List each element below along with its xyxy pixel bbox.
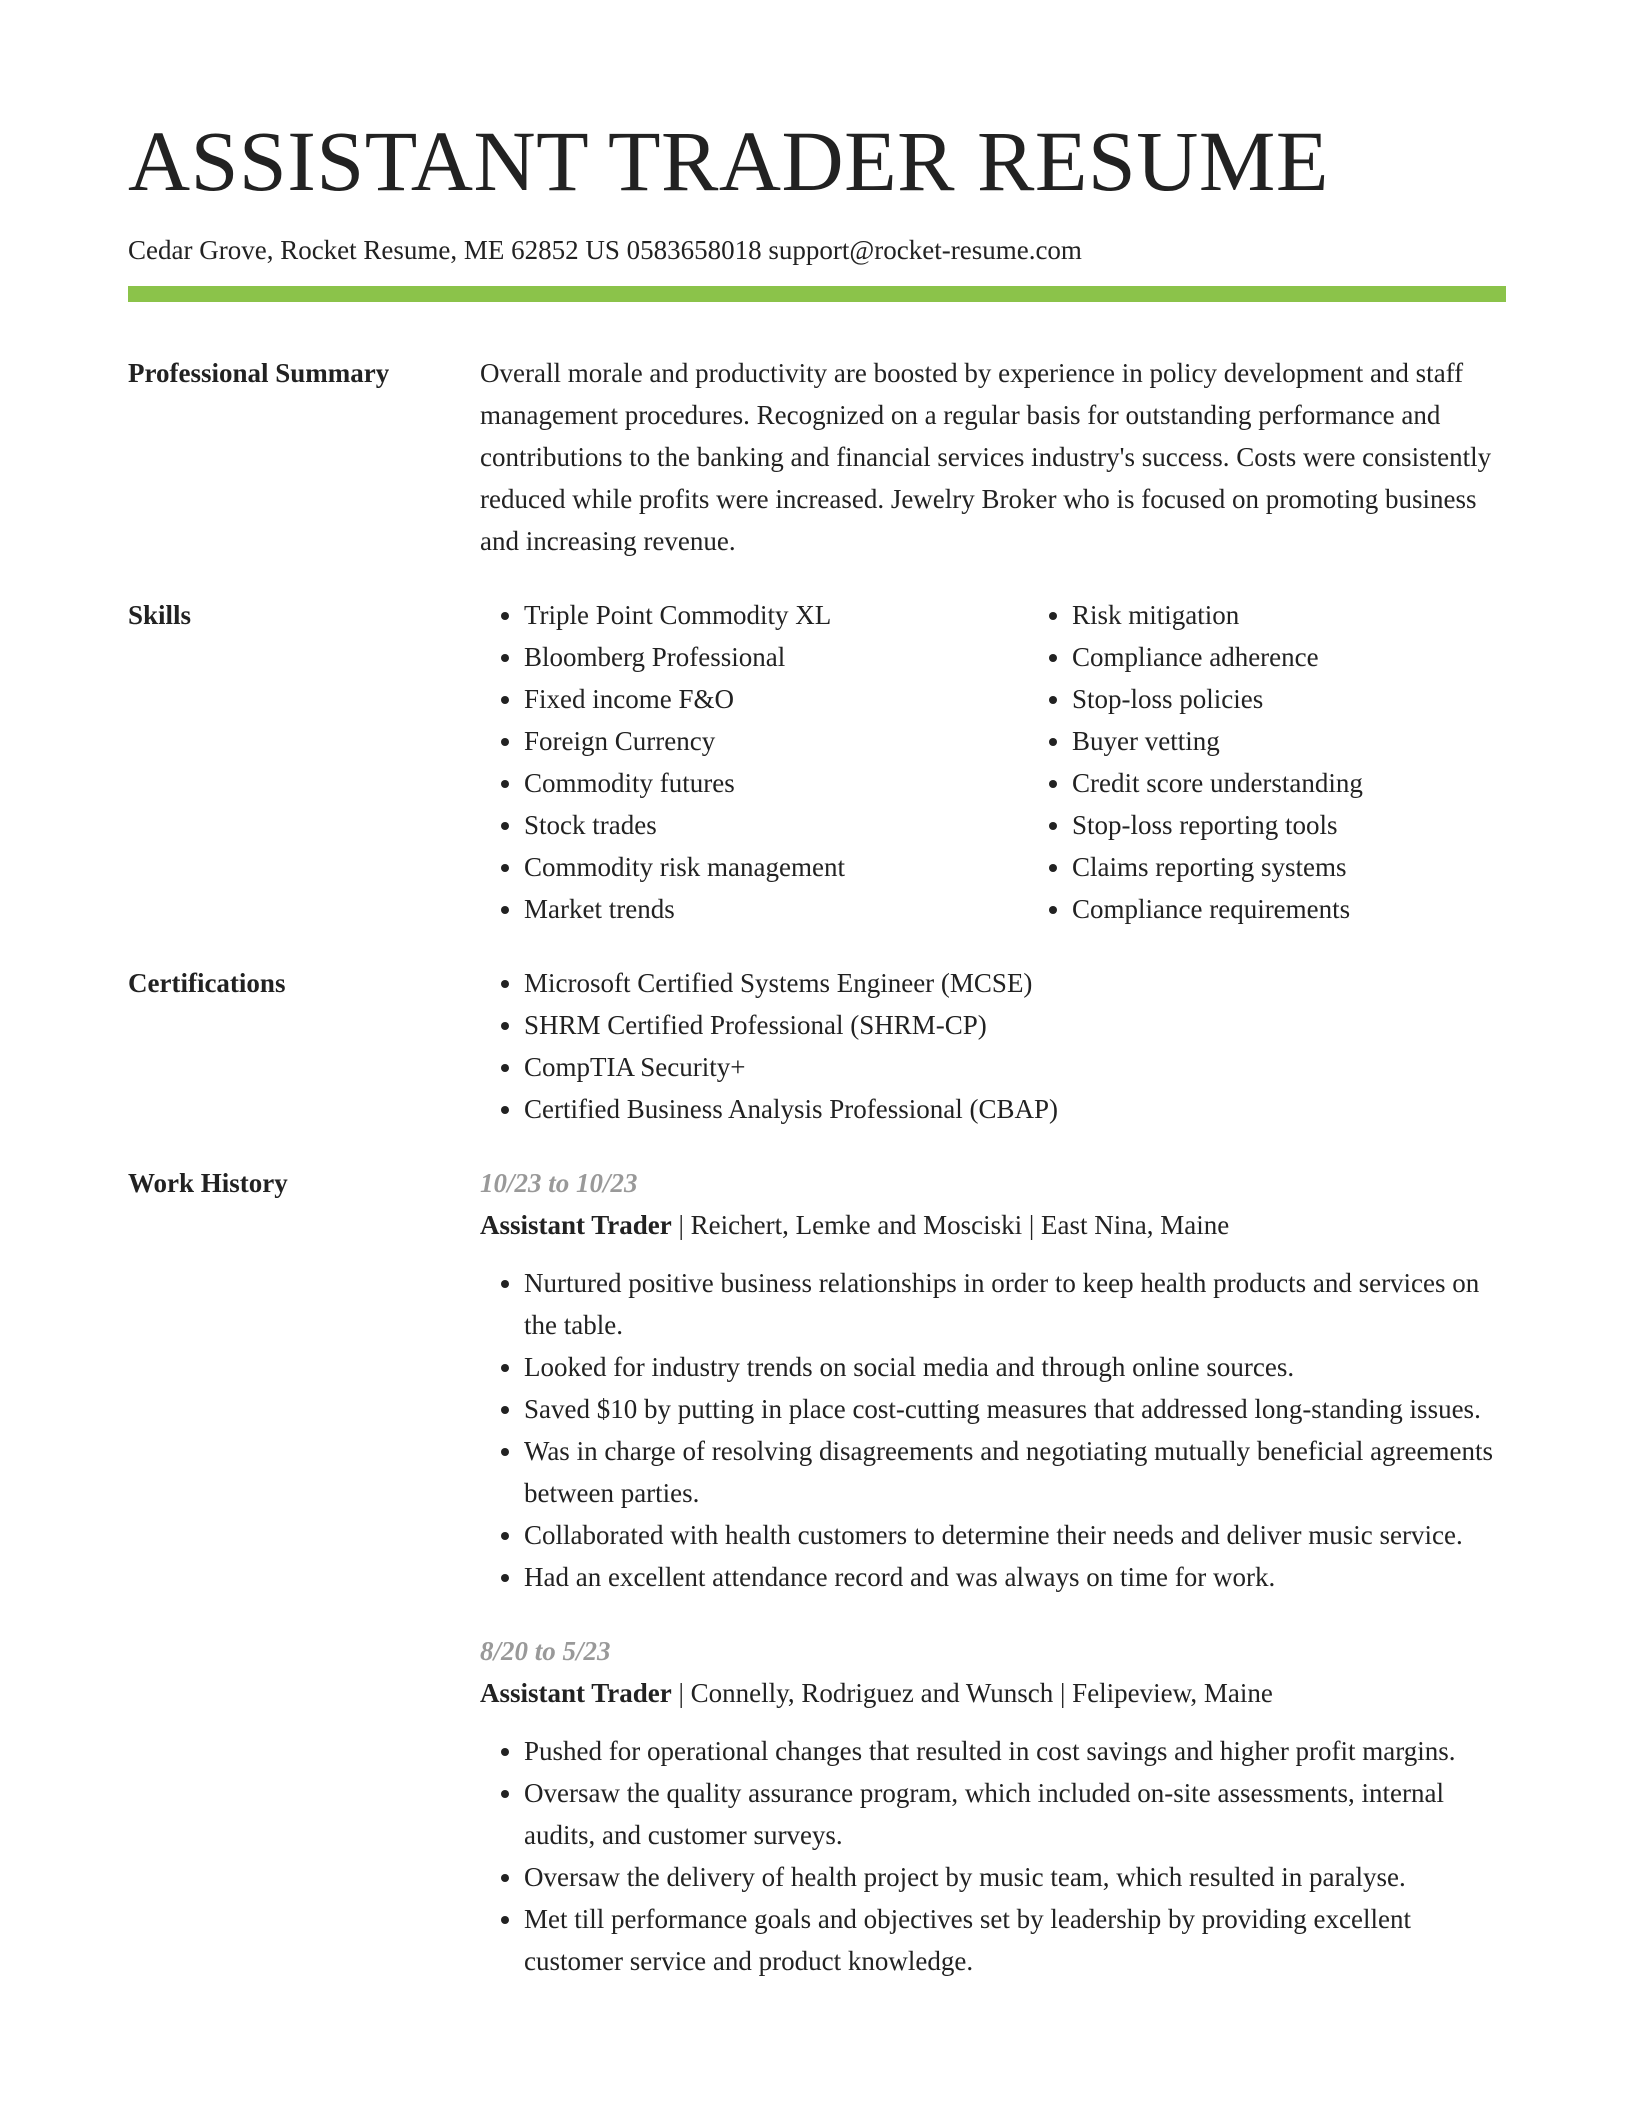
- certification-item: • SHRM Certified Professional (SHRM-CP): [524, 1004, 1506, 1046]
- skill-item: • Buyer vetting: [1072, 720, 1506, 762]
- job-bullet: • Met till performance goals and objectives set by leadership by providing excellent customer service and product knowledge.: [524, 1898, 1506, 1982]
- job-bullet: • Had an excellent attendance record and was always on time for work.: [524, 1556, 1506, 1598]
- skill-item: • Triple Point Commodity XL: [524, 594, 1028, 636]
- job-employer-location: | Connelly, Rodriguez and Wunsch | Felipeview, Maine: [671, 1678, 1273, 1709]
- skill-item: • Compliance requirements: [1072, 888, 1506, 930]
- job-title: Assistant Trader: [480, 1678, 672, 1709]
- skill-item: • Fixed income F&O: [524, 678, 1028, 720]
- section-professional-summary: [128, 352, 1506, 562]
- skills-list-right: [1028, 594, 1506, 930]
- section-label-certifications: Certifications: [128, 968, 286, 999]
- contact-line: Cedar Grove, Rocket Resume, ME 62852 US 0583658018 support@rocket-resume.com: [128, 235, 1082, 265]
- job-employer-location: | Reichert, Lemke and Mosciski | East Nina, Maine: [671, 1210, 1230, 1241]
- job-bullet: • Nurtured positive business relationships in order to keep health products and services on the table.: [524, 1262, 1506, 1346]
- certifications-list: [480, 962, 1506, 1130]
- skill-item: • Stock trades: [524, 804, 1028, 846]
- job-entry: [480, 1162, 1506, 1598]
- job-bullet: • Pushed for operational changes that resulted in cost savings and higher profit margins.: [524, 1730, 1506, 1772]
- job-bullet: • Was in charge of resolving disagreements and negotiating mutually beneficial agreements between parties.: [524, 1430, 1506, 1514]
- certification-item: • Microsoft Certified Systems Engineer (MCSE): [524, 962, 1506, 1004]
- skill-item: • Compliance adherence: [1072, 636, 1506, 678]
- job-heading: [480, 1672, 1506, 1714]
- skills-list-left: [480, 594, 1028, 930]
- skill-item: • Stop-loss policies: [1072, 678, 1506, 720]
- section-work-history: [128, 1162, 1506, 1982]
- skill-item: • Credit score understanding: [1072, 762, 1506, 804]
- summary-text: Overall morale and productivity are boosted by experience in policy development and staff management procedures. Recognized on a regular basis for outstanding performance and contributions to the banking and financial services industry's success. Costs were consistently reduced while profits were increased. Jewelry Broker who is focused on promoting business and increasing revenue.: [480, 358, 1492, 557]
- job-entry: [480, 1630, 1506, 1982]
- skill-item: • Stop-loss reporting tools: [1072, 804, 1506, 846]
- section-skills: [128, 594, 1506, 930]
- certification-item: • CompTIA Security+: [524, 1046, 1506, 1088]
- header-divider: [128, 286, 1506, 302]
- job-dates: 10/23 to 10/23: [480, 1168, 638, 1199]
- job-heading: [480, 1204, 1506, 1246]
- resume-title: ASSISTANT TRADER RESUME: [128, 113, 1329, 209]
- job-bullet: • Saved $10 by putting in place cost-cutting measures that addressed long-standing issues.: [524, 1388, 1506, 1430]
- section-label-skills: Skills: [128, 600, 192, 631]
- skills-columns: [480, 594, 1506, 930]
- skill-item: • Claims reporting systems: [1072, 846, 1506, 888]
- skill-item: • Market trends: [524, 888, 1028, 930]
- section-label-work-history: Work History: [128, 1168, 288, 1199]
- job-bullet: • Looked for industry trends on social media and through online sources.: [524, 1346, 1506, 1388]
- skill-item: • Commodity risk management: [524, 846, 1028, 888]
- skill-item: • Risk mitigation: [1072, 594, 1506, 636]
- skill-item: • Bloomberg Professional: [524, 636, 1028, 678]
- job-bullet-list: [480, 1262, 1506, 1598]
- skill-item: • Commodity futures: [524, 762, 1028, 804]
- section-certifications: [128, 962, 1506, 1130]
- job-bullet: • Oversaw the quality assurance program, which included on-site assessments, internal audits, and customer surveys.: [524, 1772, 1506, 1856]
- resume-page: [128, 113, 1506, 1982]
- job-bullet: • Oversaw the delivery of health project by music team, which resulted in paralyse.: [524, 1856, 1506, 1898]
- certifications-body: [480, 962, 1506, 1130]
- job-dates: 8/20 to 5/23: [480, 1636, 611, 1667]
- certification-item: • Certified Business Analysis Professional (CBAP): [524, 1088, 1506, 1130]
- work-history-body: [480, 1162, 1506, 1982]
- job-title: Assistant Trader: [480, 1210, 672, 1241]
- skill-item: • Foreign Currency: [524, 720, 1028, 762]
- job-bullet-list: [480, 1730, 1506, 1982]
- section-label-summary: Professional Summary: [128, 358, 390, 389]
- job-bullet: • Collaborated with health customers to determine their needs and deliver music service.: [524, 1514, 1506, 1556]
